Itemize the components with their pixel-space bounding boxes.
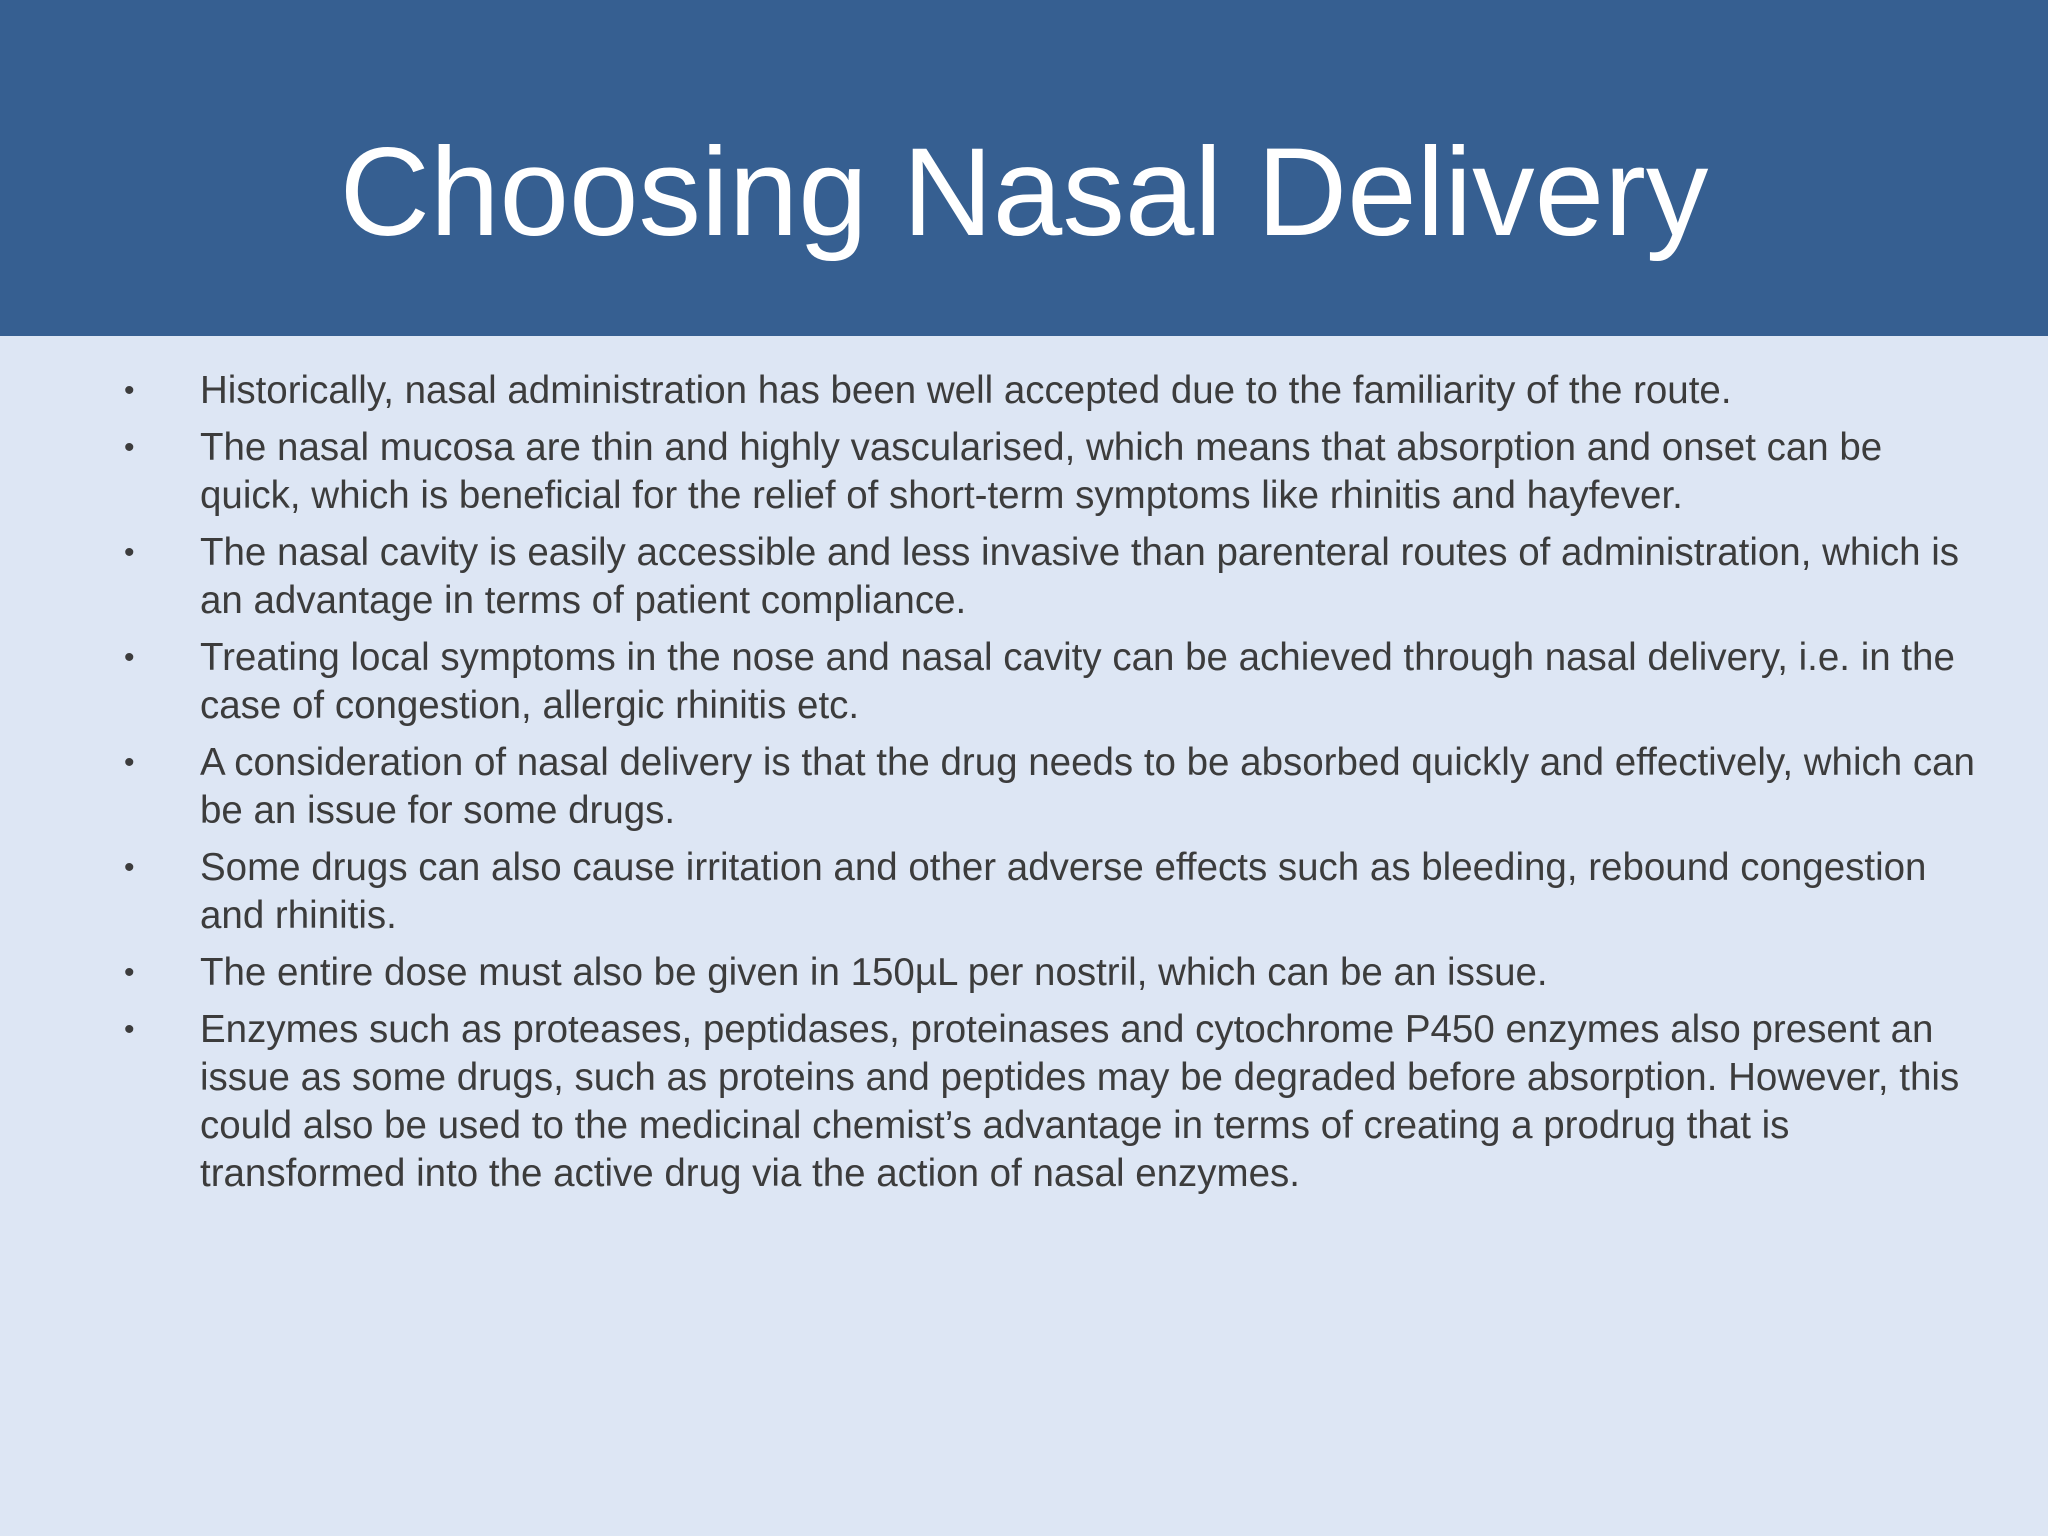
bullet-item	[0, 1006, 2048, 1198]
bullet-marker: •	[124, 536, 135, 569]
bullet-text: Enzymes such as proteases, peptidases, proteinases and cytochrome P450 enzymes also present an issue as some drugs, such as proteins and peptides may be degraded before absorption. However, this could also be used to the medicinal chemist’s advantage in terms of creating a prodrug that is transformed into the active drug via the action of nasal enzymes.	[200, 1008, 1960, 1195]
bullet-text: Treating local symptoms in the nose and nasal cavity can be achieved through nasal delivery, i.e. in the case of congestion, allergic rhinitis etc.	[200, 636, 1955, 727]
bullet-item	[0, 739, 2048, 835]
slide-title: Choosing Nasal Delivery	[339, 123, 1709, 262]
bullet-text: The nasal cavity is easily accessible and less invasive than parenteral routes of administration, which is an advantage in terms of patient compliance.	[200, 531, 1960, 622]
bullet-item	[0, 367, 2048, 415]
bullet-item	[0, 949, 2048, 997]
bullet-item	[0, 424, 2048, 520]
bullet-marker: •	[124, 431, 135, 464]
bullet-text: Some drugs can also cause irritation and other adverse effects such as bleeding, rebound congestion and rhinitis.	[200, 846, 1927, 937]
bullet-marker: •	[124, 851, 135, 884]
title-bar	[0, 0, 2048, 336]
bullet-marker: •	[124, 956, 135, 989]
bullet-marker: •	[124, 1013, 135, 1046]
bullet-item	[0, 529, 2048, 625]
bullet-list	[0, 367, 2048, 1207]
bullet-text: Historically, nasal administration has been well accepted due to the familiarity of the route.	[200, 369, 1732, 412]
bullet-text: The entire dose must also be given in 150µL per nostril, which can be an issue.	[200, 951, 1548, 994]
bullet-marker: •	[124, 746, 135, 779]
bullet-item	[0, 844, 2048, 940]
bullet-marker: •	[124, 641, 135, 674]
bullet-item	[0, 634, 2048, 730]
bullet-text: A consideration of nasal delivery is that the drug needs to be absorbed quickly and effectively, which can be an issue for some drugs.	[200, 741, 1975, 832]
bullet-marker: •	[124, 374, 135, 407]
bullet-text: The nasal mucosa are thin and highly vascularised, which means that absorption and onset can be quick, which is beneficial for the relief of short-term symptoms like rhinitis and hayfever.	[200, 426, 1883, 517]
